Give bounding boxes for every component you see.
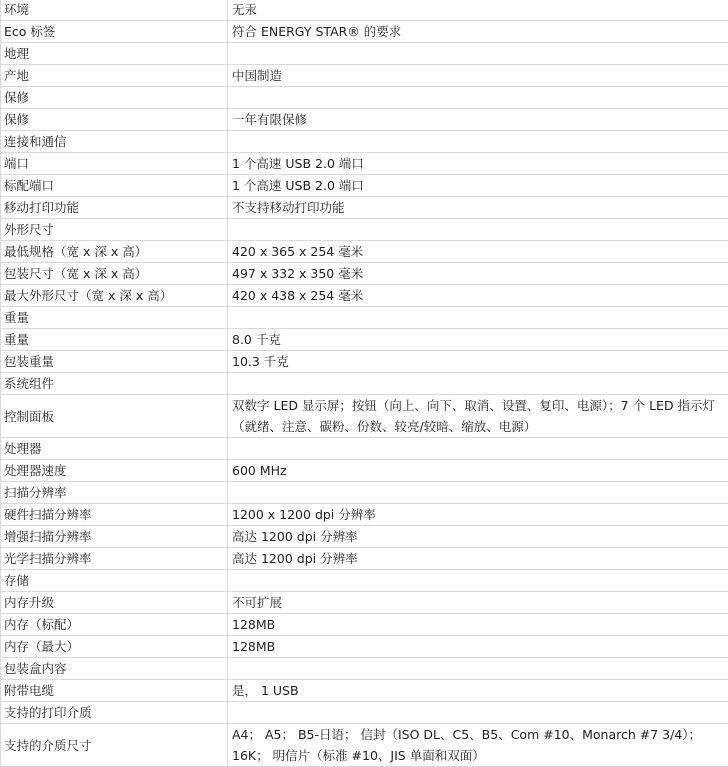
section-header-row	[1, 438, 728, 460]
spec-value: 8.0 千克	[228, 329, 728, 351]
spec-value: 中国制造	[228, 65, 728, 87]
section-title: 扫描分辨率	[1, 482, 228, 504]
section-empty-cell	[228, 702, 728, 724]
spec-value: 1 个高速 USB 2.0 端口	[228, 153, 728, 175]
spec-value: 420 x 365 x 254 毫米	[228, 241, 728, 263]
spec-row	[1, 395, 728, 438]
section-title: 支持的打印介质	[1, 702, 228, 724]
spec-label: 控制面板	[1, 395, 228, 438]
section-empty-cell	[228, 131, 728, 153]
section-title: 存储	[1, 570, 228, 592]
spec-row	[1, 504, 728, 526]
spec-row	[1, 351, 728, 373]
spec-row	[1, 548, 728, 570]
spec-row	[1, 526, 728, 548]
spec-value: 128MB	[228, 636, 728, 658]
spec-value: 一年有限保修	[228, 109, 728, 131]
spec-value: 高达 1200 dpi 分辨率	[228, 548, 728, 570]
spec-row	[1, 680, 728, 702]
spec-label: Eco 标签	[1, 21, 228, 43]
spec-value: 高达 1200 dpi 分辨率	[228, 526, 728, 548]
section-empty-cell	[228, 570, 728, 592]
spec-row	[1, 285, 728, 307]
spec-label: 标配端口	[1, 175, 228, 197]
section-title: 连接和通信	[1, 131, 228, 153]
section-empty-cell	[228, 43, 728, 65]
spec-label: 附带电缆	[1, 680, 228, 702]
spec-row	[1, 175, 728, 197]
spec-label: 移动打印功能	[1, 197, 228, 219]
spec-value: A4； A5； B5-日语； 信封（ISO DL、C5、B5、Com #10、Monarch #7 3/4）；16K； 明信片（标准 #10、JIS 单面和双面）	[228, 724, 728, 767]
spec-row	[1, 592, 728, 614]
section-title: 处理器	[1, 438, 228, 460]
spec-value: 600 MHz	[228, 460, 728, 482]
spec-label: 处理器速度	[1, 460, 228, 482]
section-header-row	[1, 570, 728, 592]
spec-table-body	[1, 0, 728, 767]
spec-row	[1, 65, 728, 87]
spec-label: 最大外形尺寸（宽 x 深 x 高）	[1, 285, 228, 307]
spec-label: 包装重量	[1, 351, 228, 373]
spec-label: 支持的介质尺寸	[1, 724, 228, 767]
spec-row	[1, 109, 728, 131]
spec-label: 环境	[1, 0, 228, 21]
section-title: 保修	[1, 87, 228, 109]
section-title: 包装盒内容	[1, 658, 228, 680]
section-header-row	[1, 43, 728, 65]
spec-value: 不支持移动打印功能	[228, 197, 728, 219]
section-empty-cell	[228, 219, 728, 241]
section-header-row	[1, 307, 728, 329]
section-header-row	[1, 131, 728, 153]
spec-label: 光学扫描分辨率	[1, 548, 228, 570]
spec-value: 双数字 LED 显示屏；按钮（向上、向下、取消、设置、复印、电源）；7 个 LED 指示灯（就绪、注意、碳粉、份数、较亮/较暗、缩放、电源）	[228, 395, 728, 438]
spec-label: 内存（标配）	[1, 614, 228, 636]
spec-row	[1, 263, 728, 285]
section-header-row	[1, 219, 728, 241]
section-title: 外形尺寸	[1, 219, 228, 241]
spec-value: 不可扩展	[228, 592, 728, 614]
spec-label: 最低规格（宽 x 深 x 高）	[1, 241, 228, 263]
section-empty-cell	[228, 658, 728, 680]
section-header-row	[1, 702, 728, 724]
spec-row	[1, 329, 728, 351]
spec-value: 是， 1 USB	[228, 680, 728, 702]
spec-row	[1, 153, 728, 175]
spec-value: 10.3 千克	[228, 351, 728, 373]
spec-row	[1, 0, 728, 21]
section-empty-cell	[228, 373, 728, 395]
section-empty-cell	[228, 438, 728, 460]
spec-label: 内存升级	[1, 592, 228, 614]
spec-label: 内存（最大）	[1, 636, 228, 658]
spec-value: 420 x 438 x 254 毫米	[228, 285, 728, 307]
spec-label: 硬件扫描分辨率	[1, 504, 228, 526]
section-header-row	[1, 482, 728, 504]
spec-row	[1, 724, 728, 767]
section-empty-cell	[228, 482, 728, 504]
spec-label: 增强扫描分辨率	[1, 526, 228, 548]
spec-value: 无汞	[228, 0, 728, 21]
section-header-row	[1, 373, 728, 395]
spec-value: 1200 x 1200 dpi 分辨率	[228, 504, 728, 526]
section-header-row	[1, 87, 728, 109]
spec-label: 保修	[1, 109, 228, 131]
section-header-row	[1, 658, 728, 680]
spec-row	[1, 636, 728, 658]
spec-label: 重量	[1, 329, 228, 351]
spec-label: 产地	[1, 65, 228, 87]
spec-row	[1, 241, 728, 263]
spec-value: 1 个高速 USB 2.0 端口	[228, 175, 728, 197]
spec-value: 497 x 332 x 350 毫米	[228, 263, 728, 285]
spec-label: 端口	[1, 153, 228, 175]
spec-value: 符合 ENERGY STAR® 的要求	[228, 21, 728, 43]
spec-row	[1, 197, 728, 219]
spec-value: 128MB	[228, 614, 728, 636]
spec-row	[1, 21, 728, 43]
spec-label: 包装尺寸（宽 x 深 x 高）	[1, 263, 228, 285]
section-title: 重量	[1, 307, 228, 329]
spec-row	[1, 614, 728, 636]
section-empty-cell	[228, 87, 728, 109]
section-empty-cell	[228, 307, 728, 329]
spec-row	[1, 460, 728, 482]
section-title: 地理	[1, 43, 228, 65]
section-title: 系统组件	[1, 373, 228, 395]
